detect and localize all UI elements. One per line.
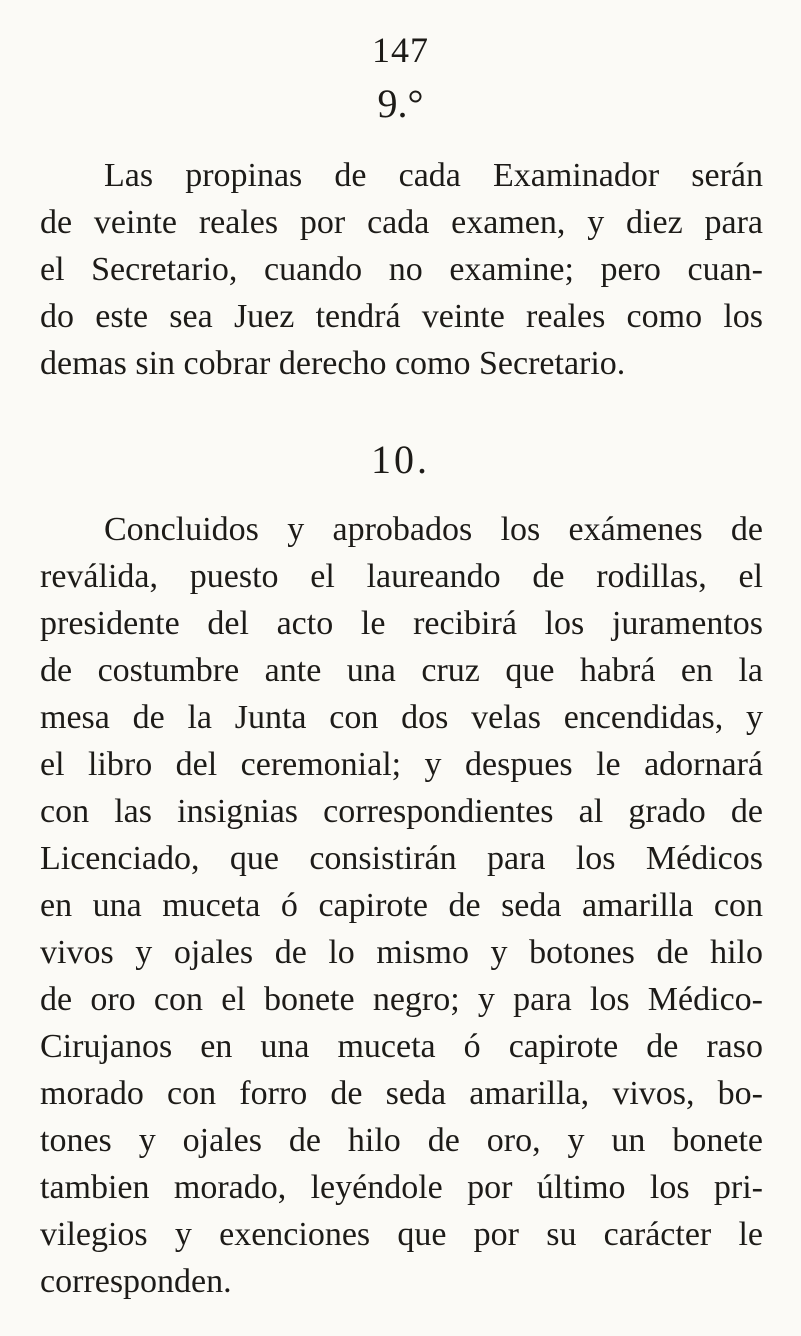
paragraph-line: tambien morado, leyéndole por último los pri- bbox=[40, 1169, 763, 1206]
paragraph-line: Concluidos y aprobados los exámenes de bbox=[104, 511, 763, 548]
paragraph-line: de veinte reales por cada examen, y diez para bbox=[40, 204, 763, 241]
paragraph-line: morado con forro de seda amarilla, vivos, bo- bbox=[40, 1075, 763, 1112]
paragraph-line: mesa de la Junta con dos velas encendidas, y bbox=[40, 699, 763, 736]
paragraph-line: do este sea Juez tendrá veinte reales como los bbox=[40, 298, 763, 335]
paragraph-line: el libro del ceremonial; y despues le adornará bbox=[40, 746, 763, 783]
paragraph-line: de oro con el bonete negro; y para los Médico- bbox=[40, 981, 763, 1018]
paragraph-line: reválida, puesto el laureando de rodillas, el bbox=[40, 558, 763, 595]
paragraph-line: Cirujanos en una muceta ó capirote de raso bbox=[40, 1028, 763, 1065]
paragraph-line: presidente del acto le recibirá los juramentos bbox=[40, 605, 763, 642]
section-number-9: 9.° bbox=[377, 81, 424, 126]
paragraph-line: de costumbre ante una cruz que habrá en la bbox=[40, 652, 763, 689]
paragraph-line: corresponden. bbox=[40, 1263, 232, 1300]
paragraph-line: vivos y ojales de lo mismo y botones de hilo bbox=[40, 934, 763, 971]
paragraph-line: con las insignias correspondientes al grado de bbox=[40, 793, 763, 830]
paragraph-line: vilegios y exenciones que por su carácter le bbox=[40, 1216, 763, 1253]
paragraph-line: en una muceta ó capirote de seda amarilla con bbox=[40, 887, 763, 924]
paragraph-line: demas sin cobrar derecho como Secretario. bbox=[40, 345, 626, 382]
paragraph-10 bbox=[40, 506, 763, 1305]
paragraph-9 bbox=[40, 152, 763, 387]
paragraph-line: el Secretario, cuando no examine; pero cuan- bbox=[40, 251, 763, 288]
page-number: 147 bbox=[372, 30, 429, 70]
paragraph-line: Licenciado, que consistirán para los Médicos bbox=[40, 840, 763, 877]
section-number-10: 10. bbox=[371, 437, 430, 482]
paragraph-line: tones y ojales de hilo de oro, y un bonete bbox=[40, 1122, 763, 1159]
paragraph-line: Las propinas de cada Examinador serán bbox=[104, 157, 763, 194]
